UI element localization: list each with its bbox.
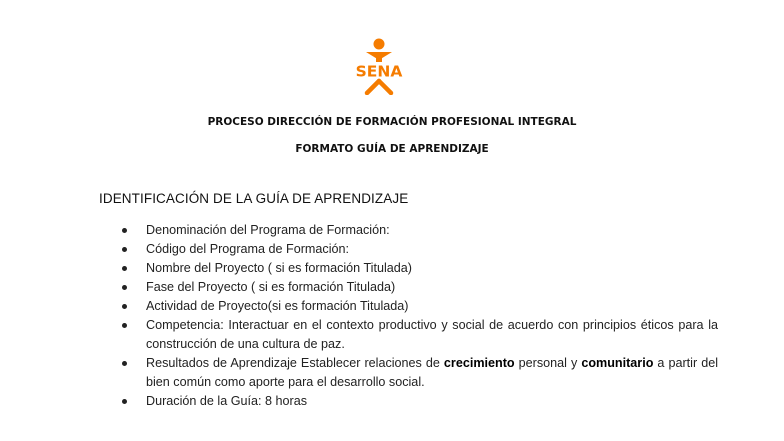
- item-text: Competencia: Interactuar en el contexto productivo y social de acuerdo con principios éticos para la construcción de una cultura de paz.: [146, 318, 718, 351]
- bullet-icon: [122, 266, 127, 271]
- bullet-icon: [122, 399, 127, 404]
- item-text: Nombre del Proyecto ( si es formación Titulada): [146, 261, 412, 275]
- item-text: Denominación del Programa de Formación:: [146, 223, 390, 237]
- logo-text: SENA: [355, 62, 403, 81]
- item-text-part: Resultados de Aprendizaje Establecer relaciones de: [146, 356, 444, 370]
- item-text-part: personal y: [514, 356, 582, 370]
- item-text: Actividad de Proyecto(si es formación Titulada): [146, 299, 409, 313]
- bold-term: crecimiento: [443, 356, 515, 370]
- identification-list: [118, 221, 718, 411]
- bold-term: comunitario: [581, 356, 654, 370]
- bullet-icon: [122, 247, 127, 252]
- bullet-icon: [122, 304, 127, 309]
- list-item: [118, 297, 718, 316]
- item-text: Duración de la Guía: 8 horas: [146, 394, 308, 408]
- item-text: Código del Programa de Formación:: [146, 242, 350, 256]
- list-item: [118, 392, 718, 411]
- section-title: IDENTIFICACIÓN DE LA GUÍA DE APRENDIZAJE: [99, 191, 409, 206]
- list-item: [118, 259, 718, 278]
- bullet-icon: [122, 323, 127, 328]
- item-text-part: a partir del bien común como aporte para el desarrollo social.: [146, 356, 718, 389]
- format-header: FORMATO GUÍA DE APRENDIZAJE: [295, 143, 489, 155]
- list-item-competencia: [118, 316, 718, 354]
- list-item: [118, 278, 718, 297]
- list-item: [118, 221, 718, 240]
- list-item-resultados: [118, 354, 718, 392]
- list-item: [118, 240, 718, 259]
- bullet-icon: [122, 228, 127, 233]
- bullet-icon: [122, 361, 127, 366]
- bullet-icon: [122, 285, 127, 290]
- sena-logo: [350, 37, 408, 95]
- item-text: Fase del Proyecto ( si es formación Titulada): [146, 280, 396, 294]
- process-header: PROCESO DIRECCIÓN DE FORMACIÓN PROFESIONAL INTEGRAL: [207, 116, 577, 128]
